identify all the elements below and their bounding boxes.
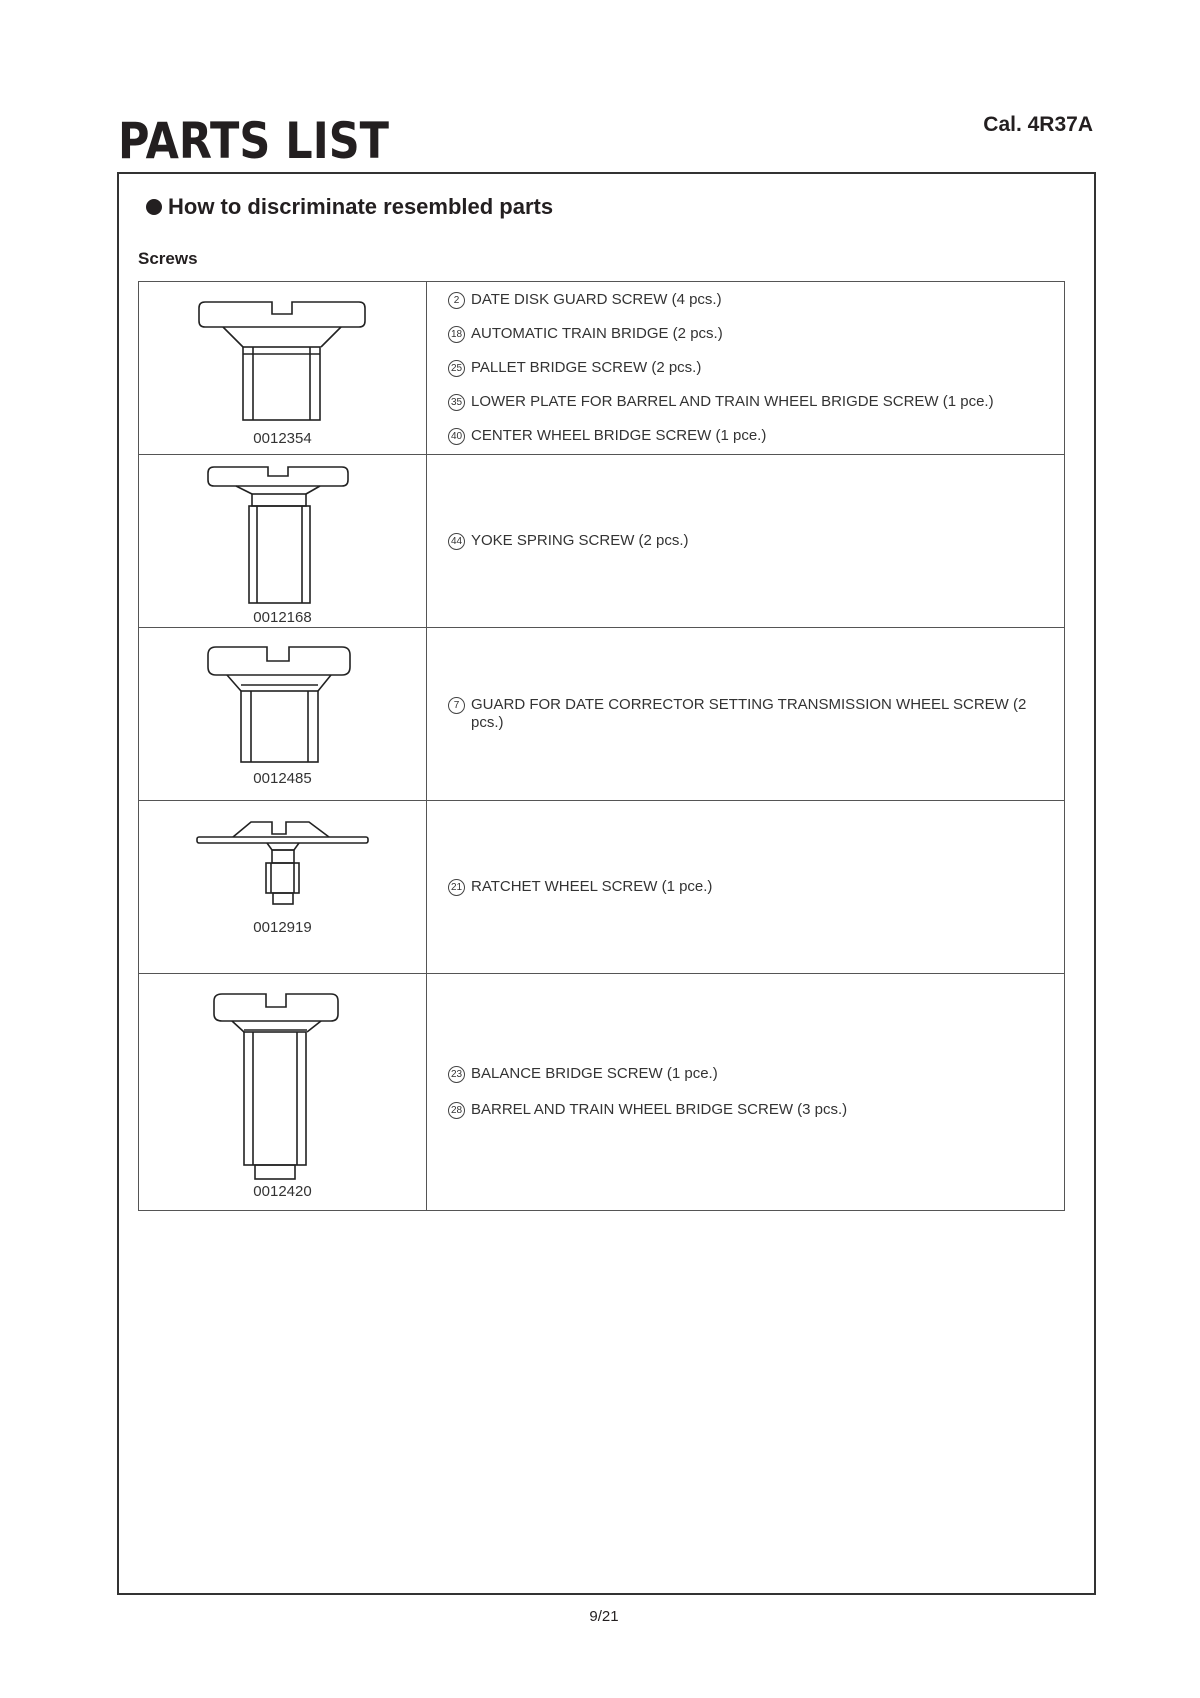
item-number: 18 <box>448 326 465 343</box>
list-item <box>448 532 1064 550</box>
table-row <box>139 801 1065 974</box>
item-text: BARREL AND TRAIN WHEEL BRIDGE SCREW (3 pcs.) <box>471 1101 848 1118</box>
list-item <box>448 325 1064 343</box>
table-row <box>139 282 1065 455</box>
item-text: RATCHET WHEEL SCREW (1 pce.) <box>471 878 713 895</box>
part-code: 0012354 <box>253 430 312 447</box>
item-text: DATE DISK GUARD SCREW (4 pcs.) <box>471 291 722 308</box>
screws-subheading: Screws <box>138 249 198 268</box>
description-cell <box>427 628 1065 801</box>
item-number: 35 <box>448 394 465 411</box>
item-text: CENTER WHEEL BRIDGE SCREW (1 pce.) <box>471 427 767 444</box>
table-row <box>139 974 1065 1211</box>
item-number: 7 <box>448 697 465 714</box>
item-number: 23 <box>448 1066 465 1083</box>
part-code: 0012919 <box>253 919 312 936</box>
description-cell <box>427 801 1065 974</box>
section-heading-text: How to discriminate resembled parts <box>168 194 554 219</box>
table-row <box>139 455 1065 628</box>
screw-drawing-cell <box>139 628 427 801</box>
list-item <box>448 359 1064 377</box>
page-title: PARTS LIST <box>118 112 390 170</box>
description-cell <box>427 282 1065 455</box>
item-text: AUTOMATIC TRAIN BRIDGE (2 pcs.) <box>471 325 723 342</box>
screw-0012420-icon <box>139 974 426 1210</box>
page-number: 9/21 <box>589 1608 619 1625</box>
item-text: GUARD FOR DATE CORRECTOR SETTING TRANSMISSION WHEEL SCREW (2 pcs.) <box>471 696 1027 731</box>
item-number: 28 <box>448 1102 465 1119</box>
screw-drawing-cell <box>139 801 427 974</box>
list-item <box>448 291 1064 309</box>
item-number: 40 <box>448 428 465 445</box>
bullet-icon <box>146 199 162 215</box>
description-cell <box>427 455 1065 628</box>
part-code: 0012420 <box>253 1183 312 1200</box>
description-cell <box>427 974 1065 1211</box>
item-number: 2 <box>448 292 465 309</box>
list-item <box>448 427 1064 445</box>
table-row <box>139 628 1065 801</box>
screw-drawing-cell <box>139 282 427 455</box>
list-item <box>448 1101 1064 1119</box>
screw-drawing-cell <box>139 974 427 1211</box>
list-item <box>448 878 1064 896</box>
screw-0012354-icon <box>139 282 426 454</box>
list-item <box>448 696 1064 732</box>
list-item <box>448 1065 1064 1083</box>
item-text: BALANCE BRIDGE SCREW (1 pce.) <box>471 1065 718 1082</box>
part-code: 0012168 <box>253 609 312 626</box>
screw-0012919-icon <box>139 801 426 973</box>
section-heading <box>146 194 553 220</box>
part-code: 0012485 <box>253 770 312 787</box>
item-number: 25 <box>448 360 465 377</box>
item-text: YOKE SPRING SCREW (2 pcs.) <box>471 532 689 549</box>
item-number: 44 <box>448 533 465 550</box>
screws-table <box>138 281 1065 1211</box>
item-text: PALLET BRIDGE SCREW (2 pcs.) <box>471 359 702 376</box>
item-text: LOWER PLATE FOR BARREL AND TRAIN WHEEL BRIGDE SCREW (1 pce.) <box>471 393 994 410</box>
screw-0012168-icon <box>139 455 426 627</box>
caliber-label: Cal. 4R37A <box>983 113 1093 136</box>
item-number: 21 <box>448 879 465 896</box>
screw-drawing-cell <box>139 455 427 628</box>
list-item <box>448 393 1064 411</box>
